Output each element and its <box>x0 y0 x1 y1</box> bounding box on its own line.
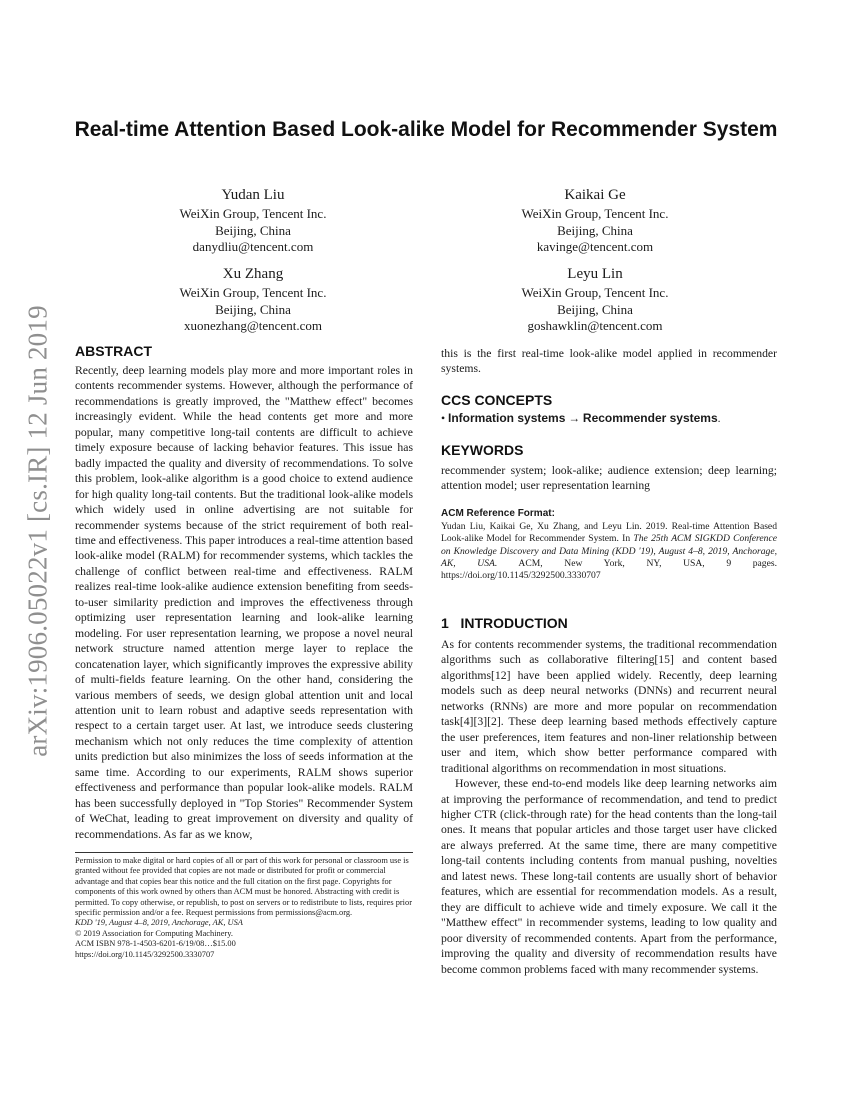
abstract-continued-text: this is the first real-time look-alike model applied in recommender systems. <box>441 347 777 376</box>
section-number: 1 <box>441 615 449 631</box>
introduction-heading <box>441 615 777 631</box>
abstract-continued <box>441 346 777 377</box>
author-email: kavinge@tencent.com <box>536 239 654 254</box>
author-affiliation: WeiXin Group, Tencent Inc. <box>179 206 327 221</box>
ccs-tail: . <box>717 412 721 425</box>
author-affiliation: WeiXin Group, Tencent Inc. <box>179 285 327 300</box>
author-name: Xu Zhang <box>222 266 284 282</box>
introduction-text <box>441 637 777 977</box>
abstract-heading: ABSTRACT <box>75 343 152 359</box>
keywords-text <box>441 463 777 494</box>
arrow-icon: → <box>568 412 580 425</box>
reference-format-text <box>441 521 777 582</box>
author-email: xuonezhang@tencent.com <box>184 318 322 333</box>
permission-footnote <box>75 852 413 960</box>
paper-title: Real-time Attention Based Look-alike Model for Recommender System <box>74 118 778 141</box>
bullet-icon: • <box>441 412 446 425</box>
author-location: Beijing, China <box>557 222 633 238</box>
keywords-paragraph: recommender system; look-alike; audience extension; deep learning; attention model; user representation learning <box>441 464 777 493</box>
reference-rest: ACM, New York, NY, USA, 9 pages. https://doi.org/10.1145/3292500.3330707 <box>441 557 777 582</box>
author-affiliation: WeiXin Group, Tencent Inc. <box>521 206 669 221</box>
conference-line: KDD '19, August 4–8, 2019, Anchorage, AK, USA <box>75 918 243 928</box>
author-name: Leyu Lin <box>567 266 623 282</box>
abstract-paragraph: Recently, deep learning models play more and more important roles in contents recommender systems. However, although the performance of recommendations is greatly improved, the "Matthew effect" becomes increasingly evident. While the head contents get more and more popular, many competitive long-tail contents are difficult to achieve timely exposure because of lacking behavior features. This issue has badly impacted the quality and diversity of recommendations. To solve this problem, look-alike algorithm is a good choice to extend audience for high quality long-tail contents. But the traditional look-alike models which widely used in online advertising are not suitable for recommender systems because of the strict requirement of both real-time and effectiveness. This paper introduces a real-time attention based look-alike model (RALM) for recommender systems, which tackles the challenge of conflict between real-time and effectiveness. RALM realizes real-time look-alike audience extension benefiting from seeds-to-user similarity prediction and improves the effectiveness through optimizing user representation learning and look-alike learning modeling. For user representation learning, we propose a novel neural network structure named attention merge layer to replace the concatenation layer, which significantly improves the expressive ability of multi-fields feature learning. On the other hand, considering the various members of seeds, we design global attention unit and local attention unit to learn robust and adaptive seeds representation with respect to a certain target user. At last, we introduce seeds clustering mechanism which not only reduces the time complexity of attention units prediction but also minimizes the loss of seeds information at the same time. According to our experiments, RALM shows superior effectiveness and performance than popular look-alike models. RALM has been successfully deployed in "Top Stories" Recommender System of WeChat, leading to great improvement on diversity and quality of recommendations. As far as we know, <box>75 364 413 841</box>
reference-authors: Yudan Liu, Kaikai Ge, Xu Zhang, and Leyu Lin. 2019. Real-time Attention Based Look-alike Model for Recommender System. In <box>441 521 777 545</box>
ccs-heading: CCS CONCEPTS <box>441 392 553 408</box>
author-name: Kaikai Ge <box>564 187 626 203</box>
copyright-line: © 2019 Association for Computing Machinery. <box>75 928 233 938</box>
intro-paragraph-1: As for contents recommender systems, the traditional recommendation algorithms such as collaborative filtering[15] and content based algorithms[12] have been applied widely. Recently, deep learning models such as deep neural networks (DNNs) and recurrent neural networks (RNNs) are more and more popular on recommendation task[4][3][2]. These deep learning based methods effectively capture the user preferences, item features and non-liner relationship between user and item, which show better performance compared with traditional algorithms on recommendation in most situations. <box>441 638 777 775</box>
isbn-line: ACM ISBN 978-1-4503-6201-6/19/08…$15.00 <box>75 939 236 949</box>
reference-venue: The 25th ACM SIGKDD Conference on Knowledge Discovery and Data Mining (KDD '19), August 4–8, 2019, Anchorage, AK, USA. <box>441 533 777 569</box>
author-affiliation: WeiXin Group, Tencent Inc. <box>521 285 669 300</box>
abstract-text <box>75 363 413 842</box>
author-email: danydliu@tencent.com <box>192 239 314 254</box>
ccs-subconcept: Recommender systems <box>582 411 718 425</box>
author-block <box>103 185 403 256</box>
author-location: Beijing, China <box>215 301 291 317</box>
author-location: Beijing, China <box>557 301 633 317</box>
ccs-concept: Information systems <box>448 411 566 425</box>
keywords-heading: KEYWORDS <box>441 442 524 458</box>
ccs-concepts <box>441 411 777 426</box>
author-block <box>103 264 403 335</box>
reference-format-heading: ACM Reference Format: <box>441 508 555 519</box>
arxiv-stamp <box>0 0 60 1100</box>
permission-text: Permission to make digital or hard copies of all or part of this work for personal or classroom use is granted without fee provided that copies are not made or distributed for profit or commercial advantage and that copies bear this notice and the full citation on the first page. Copyrights for components of this work owned by others than ACM must be honored. Abstracting with credit is permitted. To copy otherwise, or republish, to post on servers or to redistribute to lists, requires prior specific permission and/or a fee. Request permissions from permissions@acm.org. <box>75 856 412 918</box>
section-title: INTRODUCTION <box>460 615 568 631</box>
reference-format <box>441 508 777 582</box>
author-block <box>445 264 745 335</box>
author-email: goshawklin@tencent.com <box>527 318 663 333</box>
doi-line[interactable]: https://doi.org/10.1145/3292500.3330707 <box>75 949 215 959</box>
author-name: Yudan Liu <box>221 187 285 203</box>
intro-paragraph-2: However, these end-to-end models like deep learning networks aim at improving the performance of recommendation, and tend to predict higher CTR (click-through rate) for the head contents than the long-tail ones. It means that popular articles and those target user have clicked are always preferred. At the same time, there are many competitive long-tail contents including contents from manual pushing, novelties and latest news. These long-tail contents are usually short of behavior features, which are essential for recommendation models. As a result, they are difficult to achieve wide and timely exposure. We call it the "Matthew effect" in recommender systems, leading to low quality and poor diversity of recommended contents. Apart from the performance, improving the quality and diversity of recommendation results have become common problems faced with many recommender systems. <box>441 777 777 976</box>
author-block <box>445 185 745 256</box>
arxiv-id: arXiv:1906.05022v1 [cs.IR] 12 Jun 2019 <box>22 305 53 757</box>
author-location: Beijing, China <box>215 222 291 238</box>
